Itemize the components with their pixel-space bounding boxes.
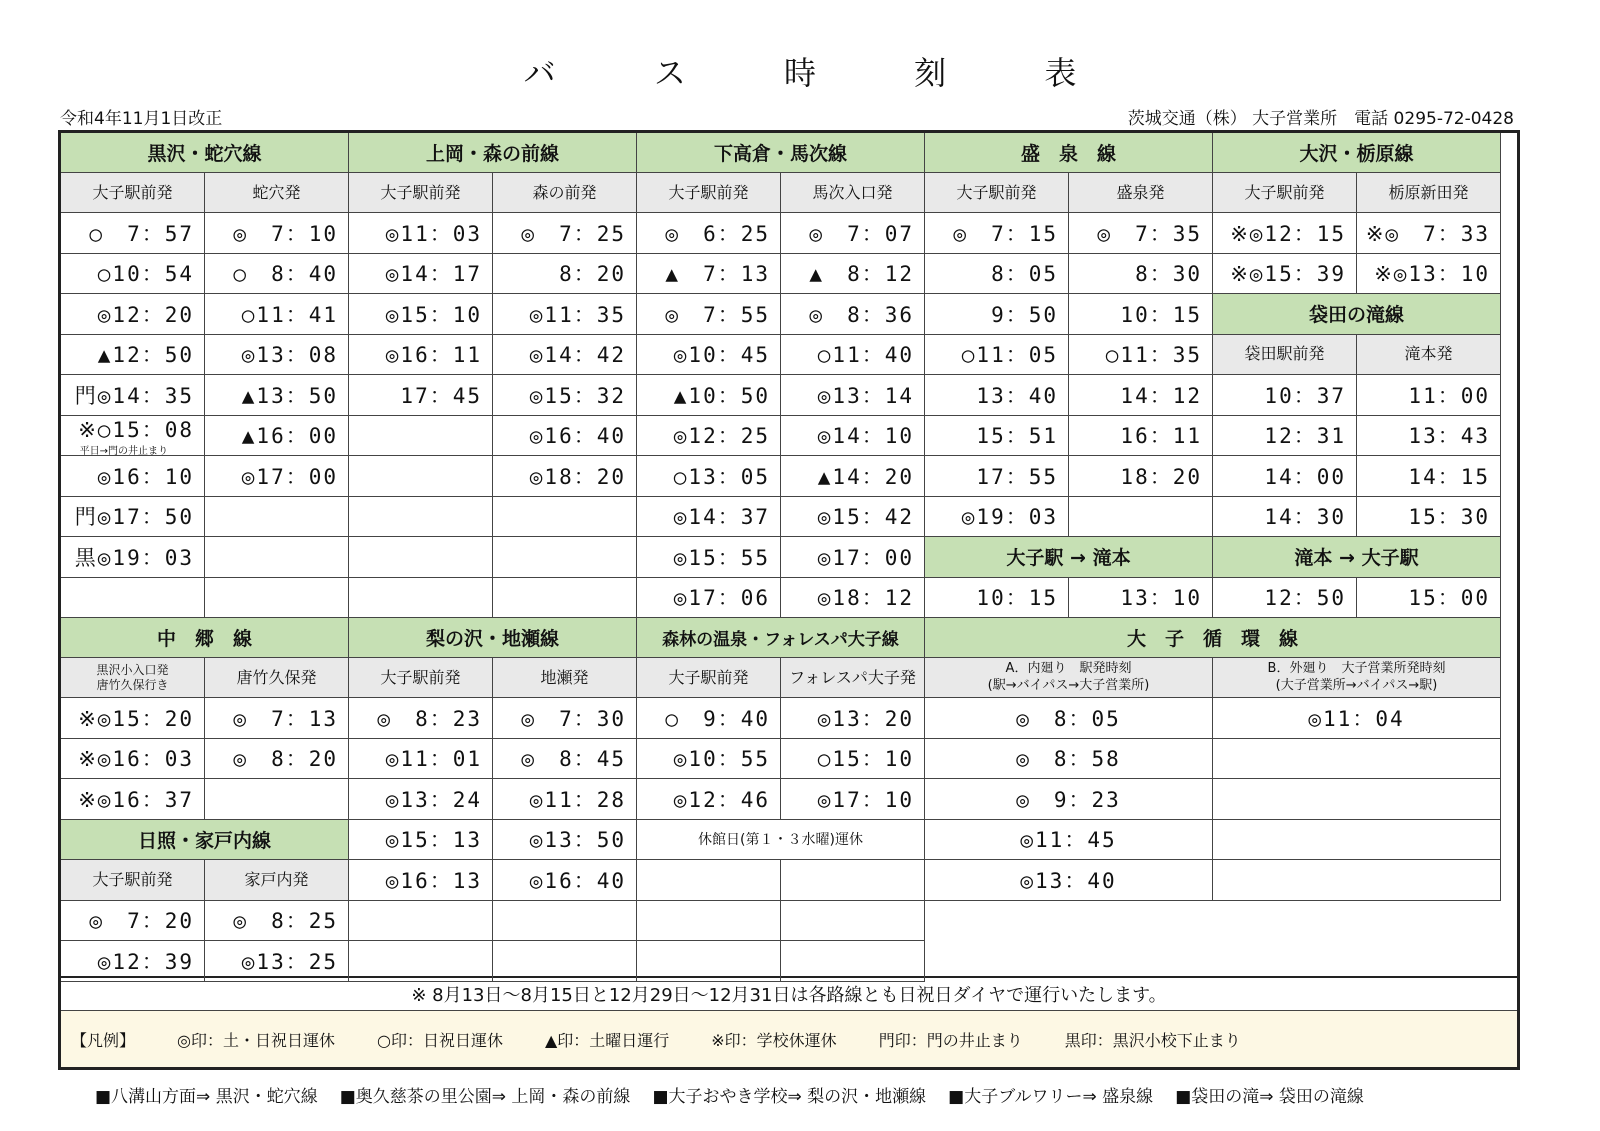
timetable-cell: ◎16：40 [493,416,637,457]
timetable-cell: ▲ 7：13 [637,254,781,295]
timetable-cell: ◎ 9：23 [925,779,1213,820]
timetable-cell: ◎13：08 [205,335,349,376]
timetable-cell: ▲10：50 [637,375,781,416]
timetable-cell: ◎ 8：20 [205,739,349,780]
timetable-cell [205,537,349,578]
column-header: 馬次入口発 [781,173,925,213]
guide-item: ■大子おやき学校⇒ 梨の沢・地瀬線 [652,1087,927,1107]
timetable-cell: ◎11：04 [1213,698,1501,739]
column-header: 大子駅前発 [61,173,205,213]
timetable-cell [205,497,349,538]
timetable-cell: 12：50 [1213,578,1357,619]
timetable-cell: ◎10：45 [637,335,781,376]
timetable-cell [61,578,205,619]
timetable-cell: ◎11：28 [493,779,637,820]
timetable-cell: ◎11：35 [493,294,637,335]
column-header: 大子駅前発 [349,173,493,213]
timetable-cell [205,779,349,820]
timetable-cell: ◎ 7：30 [493,698,637,739]
timetable-cell: ◎ 7：07 [781,213,925,254]
timetable-cell: ◎15：32 [493,375,637,416]
timetable-cell: ▲13：50 [205,375,349,416]
timetable-cell: ◎16：10 [61,456,205,497]
timetable-cell: ◎18：12 [781,578,925,619]
timetable-cell: ※◎ 7：33 [1357,213,1501,254]
timetable-cell: 14：12 [1069,375,1213,416]
route-header-taki2: 滝本 → 大子駅 [1213,537,1501,578]
guide-item: ■奥久慈茶の里公園⇒ 上岡・森の前線 [339,1087,631,1107]
timetable-cell: ※◎12：15 [1213,213,1357,254]
guide-item: ■八溝山方面⇒ 黒沢・蛇穴線 [95,1087,318,1107]
revision-date: 令和4年11月1日改正 [60,109,223,129]
timetable-cell: 9：50 [925,294,1069,335]
timetable-cell: ○13：05 [637,456,781,497]
timetable-cell: ◎ 7：20 [61,901,205,942]
legend-item: 門印：門の井止まり [878,1030,1023,1050]
timetable-cell: ○11：40 [781,335,925,376]
timetable-cell: ◎ 7：13 [205,698,349,739]
route-header-hiteru: 日照・家戸内線 [61,820,349,861]
timetable-cell: ◎ 7：55 [637,294,781,335]
route-note: 平日→門の井止まり [79,445,168,457]
timetable-cell: 15：51 [925,416,1069,457]
timetable-cell [637,860,781,901]
timetable-cell [637,941,781,982]
column-header [61,658,205,698]
timetable-cell [205,578,349,619]
timetable-cell: 16：11 [1069,416,1213,457]
timetable-cell: ▲12：50 [61,335,205,376]
timetable-board [58,130,1520,1070]
timetable-cell: ○ 8：40 [205,254,349,295]
timetable-cell: ◎17：00 [205,456,349,497]
timetable-cell: ◎ 7：35 [1069,213,1213,254]
timetable-cell: ▲16：00 [205,416,349,457]
timetable-cell: ◎ 8：23 [349,698,493,739]
timetable-cell: ※◎13：10 [1357,254,1501,295]
timetable-cell: ○ 9：40 [637,698,781,739]
legend-item: ◎印：土・日祝日運休 [177,1030,335,1050]
timetable-cell: 8：05 [925,254,1069,295]
timetable-cell: 8：20 [493,254,637,295]
timetable-cell: ◎ 7：15 [925,213,1069,254]
route-header-kamioka: 上岡・森の前線 [349,133,637,173]
timetable-cell: ◎ 6：25 [637,213,781,254]
timetable-cell: ○10：54 [61,254,205,295]
column-header: 大子駅前発 [925,173,1069,213]
column-header: 森の前発 [493,173,637,213]
timetable-cell: ※◎15：20 [61,698,205,739]
timetable-cell: 10：15 [925,578,1069,619]
timetable-cell: ◎ 8：05 [925,698,1213,739]
timetable-cell: ◎ 7：25 [493,213,637,254]
column-header-line: (駅→バイパス→大子営業所) [987,677,1150,693]
column-header-line: B．外廻り 大子営業所発時刻 [1267,661,1446,677]
timetable-cell: ◎17：00 [781,537,925,578]
timetable-cell [349,537,493,578]
timetable-cell: 15：00 [1357,578,1501,619]
timetable-cell: ▲14：20 [781,456,925,497]
timetable-cell: 8：30 [1069,254,1213,295]
column-header: 大子駅前発 [61,860,205,901]
column-header: フォレスパ大子発 [781,658,925,698]
column-header: 地瀬発 [493,658,637,698]
page-title: バ ス 時 刻 表 [523,54,1121,92]
timetable-cell: ◎13：50 [493,820,637,861]
timetable-cell [1213,779,1501,820]
route-header-kurosawa: 黒沢・蛇穴線 [61,133,349,173]
column-header: 袋田駅前発 [1213,335,1357,376]
timetable-cell: 黒◎19：03 [61,537,205,578]
timetable-cell [493,497,637,538]
timetable-cell: ◎15：42 [781,497,925,538]
timetable-cell: 11：00 [1357,375,1501,416]
column-header: 滝本発 [1357,335,1501,376]
timetable-cell [781,941,925,982]
timetable-cell: 17：45 [349,375,493,416]
column-header [1213,658,1501,698]
column-header: 蛇穴発 [205,173,349,213]
timetable-cell [349,497,493,538]
timetable-cell: ◎ 8：25 [205,901,349,942]
timetable-cell: ※◎16：37 [61,779,205,820]
timetable-cell: ◎12：39 [61,941,205,982]
timetable-cell [637,901,781,942]
timetable-cell: ◎16：13 [349,860,493,901]
timetable-cell: ◎17：10 [781,779,925,820]
route-header-taki1: 大子駅 → 滝本 [925,537,1213,578]
legend-item: ▲印：土曜日運行 [544,1030,670,1050]
timetable-cell: ◎10：55 [637,739,781,780]
legend-item: 黒印：黒沢小校下止まり [1064,1030,1241,1050]
timetable-cell: ◎12：46 [637,779,781,820]
timetable-cell: ◎13：25 [205,941,349,982]
column-header-line: 黒沢小入口発 [96,662,169,677]
column-header: 栃原新田発 [1357,173,1501,213]
timetable-cell [493,901,637,942]
company-info: 茨城交通（株） 大子営業所 電話 0295-72-0428 [1127,109,1514,129]
timetable-cell [1213,739,1501,780]
timetable-cell [349,456,493,497]
timetable-cell: ◎14：37 [637,497,781,538]
timetable-cell [781,901,925,942]
timetable-cell: ◎19：03 [925,497,1069,538]
timetable-cell: ◎ 8：36 [781,294,925,335]
timetable-cell [1069,497,1213,538]
timetable-cell: 13：40 [925,375,1069,416]
timetable-cell: 門◎17：50 [61,497,205,538]
timetable-cell [1213,820,1501,861]
timetable-cell [349,416,493,457]
timetable-cell: 13：43 [1357,416,1501,457]
timetable-cell: ◎15：55 [637,537,781,578]
column-header: 盛泉発 [1069,173,1213,213]
timetable-cell [493,578,637,619]
timetable-cell: ◎15：13 [349,820,493,861]
timetable-cell: ◎17：06 [637,578,781,619]
timetable-cell: ◎16：40 [493,860,637,901]
timetable-cell: ◎11：45 [925,820,1213,861]
timetable-cell [61,416,205,457]
column-header: 大子駅前発 [637,173,781,213]
timetable-cell: ◎ 8：58 [925,739,1213,780]
timetable-cell: 15：30 [1357,497,1501,538]
timetable-cell: ◎13：40 [925,860,1213,901]
timetable-cell: 18：20 [1069,456,1213,497]
closure-note: 休館日(第１・３水曜)運休 [637,820,925,861]
route-header-morisen: 盛 泉 線 [925,133,1213,173]
column-header-line: (大子営業所→バイパス→駅) [1275,677,1438,693]
route-header-shinrin: 森林の温泉・フォレスパ大子線 [637,618,925,658]
timetable-cell: 13：10 [1069,578,1213,619]
timetable-cell: 14：30 [1213,497,1357,538]
timetable-cell: 17：55 [925,456,1069,497]
timetable-cell: ◎13：14 [781,375,925,416]
timetable-cell: ○11：35 [1069,335,1213,376]
timetable-cell: ◎14：17 [349,254,493,295]
timetable-cell: ○11：05 [925,335,1069,376]
timetable-cell: ※◎15：39 [1213,254,1357,295]
column-header: 大子駅前発 [1213,173,1357,213]
legend-title: 【凡例】 [71,1030,136,1050]
timetable-cell: ◎ 8：45 [493,739,637,780]
legend-item: ※印：学校休運休 [711,1030,837,1050]
route-header-fukuroda: 袋田の滝線 [1213,294,1501,335]
timetable-cell: ◎12：20 [61,294,205,335]
timetable-cell: ◎14：42 [493,335,637,376]
timetable-cell: ◎13：20 [781,698,925,739]
timetable-cell: ○11：41 [205,294,349,335]
timetable-cell: ◎11：01 [349,739,493,780]
timetable-cell: ◎14：10 [781,416,925,457]
timetable-cell: ◎16：11 [349,335,493,376]
column-header-line: 唐竹久保行き [96,677,169,692]
timetable-cell: ◎11：03 [349,213,493,254]
timetable-cell: ◎12：25 [637,416,781,457]
timetable-cell: ○15：10 [781,739,925,780]
timetable-cell [1213,860,1501,901]
legend [61,1010,1517,1067]
footnote: ※ 8月13日～8月15日と12月29日～12月31日は各路線とも日祝日ダイヤで運行いたします。 [61,976,1517,1010]
guide-item: ■袋田の滝⇒ 袋田の滝線 [1175,1087,1364,1107]
route-header-shimotakakura: 下高倉・馬次線 [637,133,925,173]
departure-time: ※○15：08 [78,417,194,442]
destination-guide [95,1082,1515,1107]
timetable-cell: ◎15：10 [349,294,493,335]
timetable-cell: ※◎16：03 [61,739,205,780]
timetable-cell [781,860,925,901]
column-header: 大子駅前発 [349,658,493,698]
route-header-nashinosawa: 梨の沢・地瀬線 [349,618,637,658]
legend-item: ○印：日祝日運休 [376,1030,503,1050]
timetable-cell [493,537,637,578]
guide-item: ■大子ブルワリー⇒ 盛泉線 [948,1087,1154,1107]
route-header-osawa: 大沢・栃原線 [1213,133,1501,173]
column-header: 唐竹久保発 [205,658,349,698]
timetable-cell [349,941,493,982]
column-header: 大子駅前発 [637,658,781,698]
timetable-cell [493,941,637,982]
timetable-cell: ◎13：24 [349,779,493,820]
timetable-cell: 10：15 [1069,294,1213,335]
route-header-junkan: 大 子 循 環 線 [925,618,1501,658]
timetable-cell: ◎ 7：10 [205,213,349,254]
timetable-cell: 14：15 [1357,456,1501,497]
column-header: 家戸内発 [205,860,349,901]
timetable-cell: ◎18：20 [493,456,637,497]
timetable-cell [349,901,493,942]
timetable-cell: 14：00 [1213,456,1357,497]
timetable-cell: 12：31 [1213,416,1357,457]
timetable-cell: ▲ 8：12 [781,254,925,295]
route-header-nakago: 中 郷 線 [61,618,349,658]
column-header [925,658,1213,698]
timetable-cell [349,578,493,619]
timetable-cell: ○ 7：57 [61,213,205,254]
timetable-cell: 門◎14：35 [61,375,205,416]
timetable-cell: 10：37 [1213,375,1357,416]
column-header-line: A．内廻り 駅発時刻 [1005,661,1132,677]
